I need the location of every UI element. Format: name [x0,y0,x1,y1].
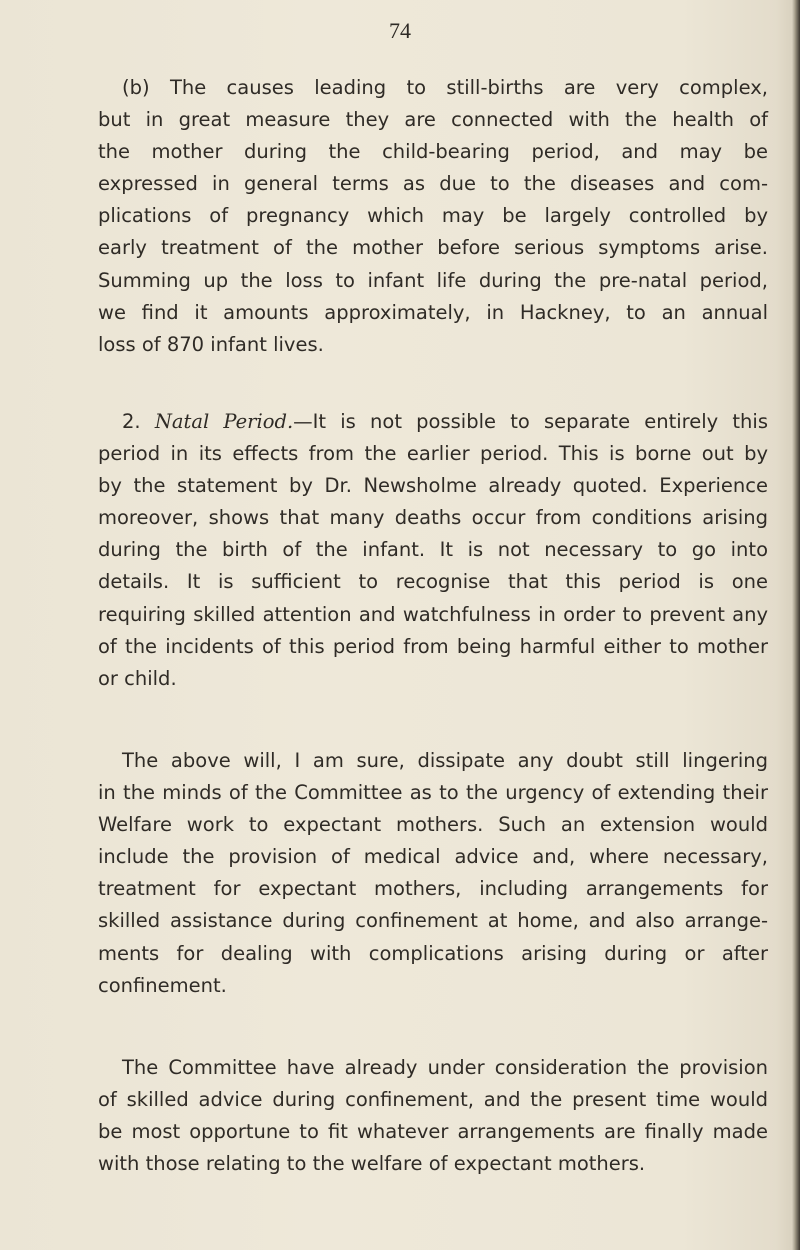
paragraph-committee-consideration [98,1052,768,1180]
heading-line [98,406,768,438]
text-line: during the birth of the infant. It is not necessary to go into [98,538,768,562]
text-line: but in great measure they are connected with the health of [98,108,768,132]
section-heading-italic: Natal Period. [154,410,294,433]
text-line: moreover, shows that many deaths occur from conditions arising [98,506,768,530]
text-line: plications of pregnancy which may be largely controlled by [98,204,768,228]
text-line: requiring skilled attention and watchfulness in order to prevent any [98,602,768,626]
text-line: confinement. [98,973,227,997]
text-line: the mother during the child-bearing period, and may be [98,140,768,164]
text-line: we find it amounts approximately, in Hackney, to an annual [98,300,768,324]
text-line: The Committee have already under consideration the provision [122,1056,768,1079]
text-line: loss of 870 infant lives. [98,332,324,356]
text-line: skilled assistance during confinement at home, and also arrange- [98,909,768,933]
text-line: Welfare work to expectant mothers. Such an extension would [98,813,768,837]
text-line: period in its effects from the earlier period. This is borne out by [98,442,768,466]
text-line: be most opportune to fit whatever arrangements are finally made [98,1120,768,1144]
paragraph-still-births [98,72,768,361]
heading-prefix: 2. [122,410,155,433]
text-line: or child. [98,666,177,690]
text-line: of the incidents of this period from being harmful either to mother [98,634,768,658]
text-line: include the provision of medical advice and, where necessary, [98,845,768,869]
paragraph-welfare-extension [98,745,768,1002]
text-line: expressed in general terms as due to the diseases and com- [98,172,768,196]
text-line: with those relating to the welfare of expectant mothers. [98,1152,646,1176]
text-line: by the statement by Dr. Newsholme already quoted. Experience [98,474,768,498]
text-line: ments for dealing with complications arising during or after [98,941,768,965]
page-edge-shadow [794,0,800,1250]
text-line: in the minds of the Committee as to the urgency of extending their [98,781,768,805]
text-line: treatment for expectant mothers, including arrangements for [98,877,768,901]
heading-rest: —It is not possible to separate entirely this [293,410,768,433]
text-line: Summing up the loss to infant life during the pre-natal period, [98,268,768,292]
text-line: (b) The causes leading to still-births are very complex, [122,76,768,99]
text-line: of skilled advice during confinement, and the present time would [98,1088,768,1112]
text-line: details. It is sufficient to recognise that this period is one [98,570,768,594]
paragraph-natal-period [98,406,768,695]
page-number: 74 [389,18,411,43]
text-line: early treatment of the mother before serious symptoms arise. [98,236,768,260]
text-line: The above will, I am sure, dissipate any doubt still lingering [122,749,768,772]
